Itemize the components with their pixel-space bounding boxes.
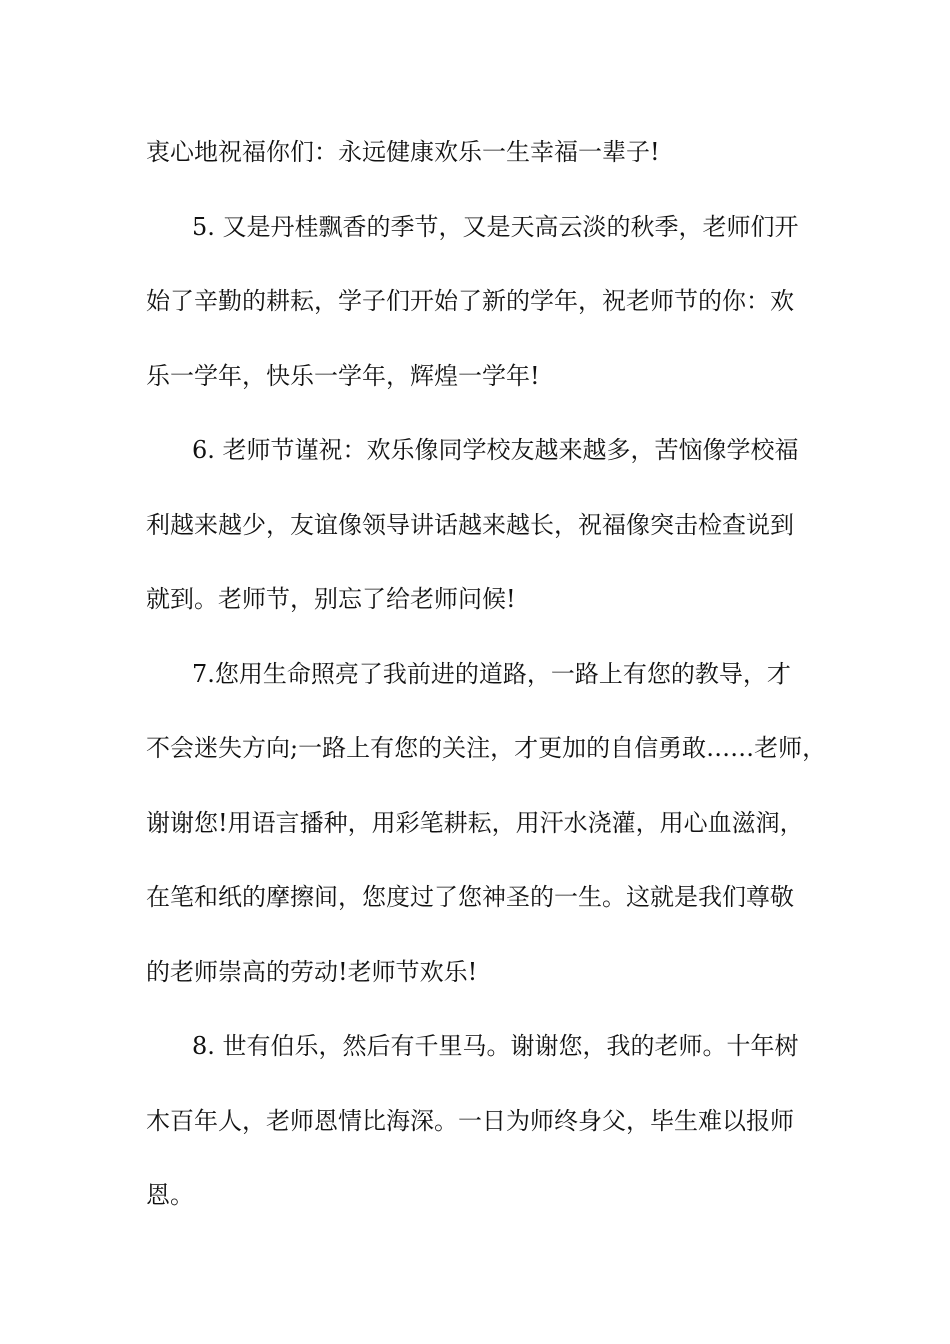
paragraph-5-line-1: 5. 又是丹桂飘香的季节，又是天高云淡的秋季，老师们开 — [192, 213, 799, 241]
paragraph-6-line-1: 6. 老师节谨祝：欢乐像同学校友越来越多，苦恼像学校福 — [192, 436, 799, 464]
paragraph-6-line-3: 就到。老师节，别忘了给老师问候! — [146, 585, 516, 613]
paragraph-8-line-2: 木百年人，老师恩情比海深。一日为师终身父，毕生难以报师 — [146, 1107, 794, 1135]
paragraph-8-line-1: 8. 世有伯乐，然后有千里马。谢谢您，我的老师。十年树 — [192, 1032, 799, 1060]
paragraph-7-line-4: 在笔和纸的摩擦间，您度过了您神圣的一生。这就是我们尊敬 — [146, 883, 794, 911]
paragraph-5-line-2: 始了辛勤的耕耘，学子们开始了新的学年，祝老师节的你：欢 — [146, 287, 794, 315]
paragraph-5-line-3: 乐一学年，快乐一学年，辉煌一学年! — [146, 362, 540, 390]
paragraph-6-line-2: 利越来越少，友谊像领导讲话越来越长，祝福像突击检查说到 — [146, 511, 794, 539]
paragraph-7-line-2: 不会迷失方向;一路上有您的关注，才更加的自信勇敢……老师， — [146, 734, 827, 762]
text-line-1: 衷心地祝福你们：永远健康欢乐一生幸福一辈子! — [146, 138, 660, 166]
paragraph-7-line-5: 的老师崇高的劳动!老师节欢乐! — [146, 958, 478, 986]
paragraph-7-line-3: 谢谢您!用语言播种，用彩笔耕耘，用汗水浇灌，用心血滋润， — [146, 809, 804, 837]
paragraph-7-line-1: 7.您用生命照亮了我前进的道路，一路上有您的教导，才 — [192, 660, 791, 688]
paragraph-8-line-3: 恩。 — [146, 1181, 194, 1209]
